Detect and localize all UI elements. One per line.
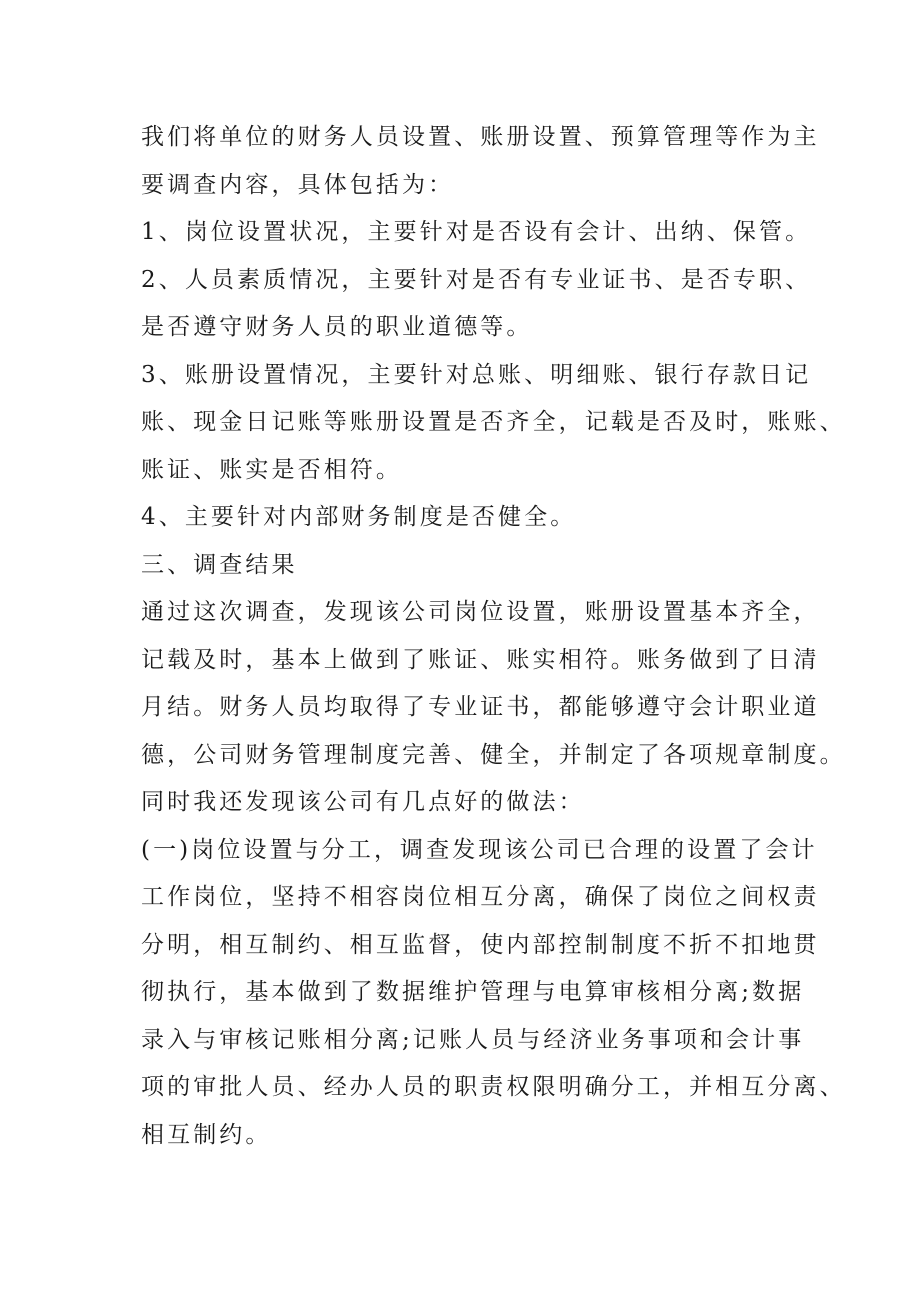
practice-1-line-1: (一)岗位设置与分工，调查发现该公司已合理的设置了会计	[141, 836, 818, 863]
item-2-line-2: 是否遵守财务人员的职业道德等。	[141, 314, 533, 340]
practice-1-line-6: 项的审批人员、经办人员的职责权限明确分工，并相互分离、	[141, 1074, 846, 1100]
practice-1-line-4: 彻执行，基本做到了数据维护管理与电算审核相分离;数据	[141, 979, 805, 1005]
item-3-line-1: 3、账册设置情况，主要针对总账、明细账、银行存款日记	[141, 361, 812, 388]
intro-line-2: 要调查内容，具体包括为：	[141, 171, 455, 198]
practice-1-line-7: 相互制约。	[141, 1121, 272, 1148]
section-heading-results: 三、调查结果	[141, 551, 298, 578]
results-line-1: 通过这次调查，发现该公司岗位设置，账册设置基本齐全，	[141, 599, 820, 625]
item-3-line-2: 账、现金日记账等账册设置是否齐全，记载是否及时，账账、	[141, 409, 846, 435]
results-line-4: 德，公司财务管理制度完善、健全，并制定了各项规章制度。	[141, 741, 846, 768]
intro-line-1: 我们将单位的财务人员设置、账册设置、预算管理等作为主	[141, 124, 820, 150]
item-1-line-1: 1、岗位设置状况，主要针对是否设有会计、出纳、保管。	[141, 219, 812, 245]
item-4-line-1: 4、主要针对内部财务制度是否健全。	[141, 504, 577, 530]
item-2-line-1: 2、人员素质情况，主要针对是否有专业证书、是否专职、	[141, 266, 812, 293]
results-line-2: 记载及时，基本上做到了账证、账实相符。账务做到了日清	[141, 646, 820, 673]
results-line-3: 月结。财务人员均取得了专业证书，都能够遵守会计职业道	[141, 694, 820, 720]
practice-1-line-2: 工作岗位，坚持不相容岗位相互分离，确保了岗位之间权责	[141, 884, 820, 910]
item-3-line-3: 账证、账实是否相符。	[141, 456, 402, 483]
document-body	[141, 114, 846, 1159]
practice-1-line-5: 录入与审核记账相分离;记账人员与经济业务事项和会计事	[141, 1026, 805, 1053]
results-line-5: 同时我还发现该公司有几点好的做法：	[141, 789, 585, 815]
practice-1-line-3: 分明，相互制约、相互监督，使内部控制制度不折不扣地贯	[141, 931, 820, 958]
